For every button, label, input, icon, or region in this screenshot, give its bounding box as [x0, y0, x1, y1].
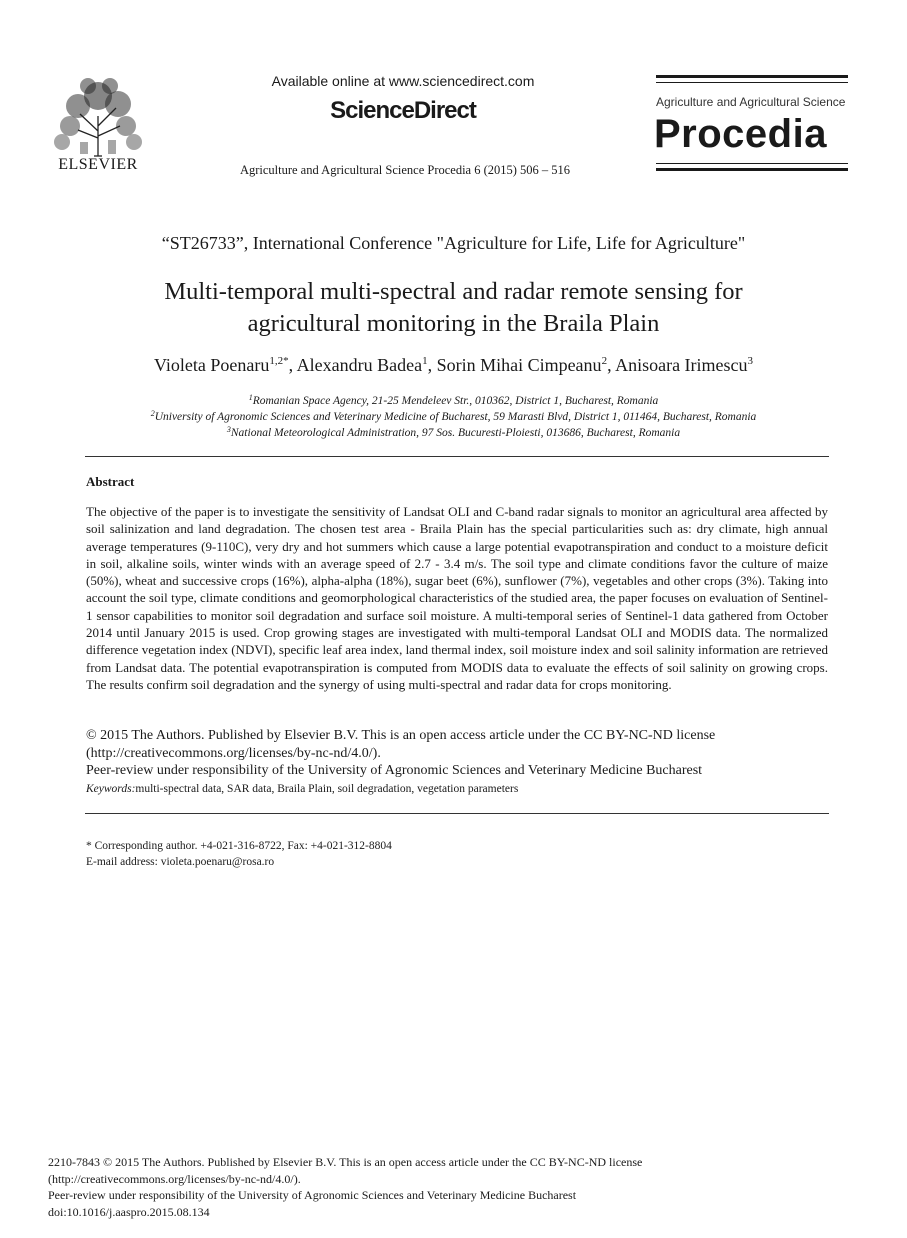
- footer-line: 2210-7843 © 2015 The Authors. Published by Elsevier B.V. This is an open access article under the CC BY-NC-ND license: [48, 1155, 643, 1169]
- author-affil-mark: 3: [747, 355, 754, 367]
- author-sep: ,: [607, 355, 616, 375]
- author-affil-mark: 2: [601, 355, 608, 367]
- abstract-heading: Abstract: [86, 474, 135, 489]
- author-sep: ,: [288, 355, 297, 375]
- footer-line: Peer-review under responsibility of the University of Agronomic Sciences and Veterinary Medicine Bucharest: [48, 1188, 577, 1202]
- section-divider: [85, 456, 829, 457]
- affiliation-mark: 1: [248, 393, 253, 402]
- author-name: Anisoara Irimescu: [615, 355, 748, 375]
- section-divider: [85, 813, 829, 814]
- author-name: Alexandru Badea: [296, 355, 423, 375]
- license-statement: [86, 727, 828, 780]
- footer-doi[interactable]: doi:10.1016/j.aaspro.2015.08.134: [48, 1204, 210, 1219]
- conference-name: “ST26733”, International Conference "Agriculture for Life, Life for Agriculture": [161, 233, 746, 253]
- affiliation-text: University of Agronomic Sciences and Veterinary Medicine of Bucharest, 59 Marasti Blvd, District 1, 011464, Bucharest, Romania: [154, 411, 757, 423]
- affiliation-text: National Meteorological Administration, 97 Sos. Bucuresti-Ploiesti, 013686, Bucharest, Romania: [230, 427, 681, 439]
- keywords-label: Keywords:: [86, 783, 136, 795]
- available-online-link[interactable]: Available online at www.sciencedirect.com: [271, 73, 535, 89]
- corresponding-author: [86, 838, 828, 870]
- title-line: Multi-temporal multi-spectral and radar remote sensing for: [164, 278, 743, 305]
- author-name: Violeta Poenaru: [153, 355, 270, 375]
- keywords-text: multi-spectral data, SAR data, Braila Plain, soil degradation, vegetation parameters: [135, 783, 519, 795]
- author-affil-mark: 1: [422, 355, 428, 367]
- journal-citation: Agriculture and Agricultural Science Procedia 6 (2015) 506 – 516: [239, 163, 571, 177]
- affiliation-mark: 3: [226, 425, 231, 434]
- procedia-top-rule: [656, 75, 848, 78]
- sciencedirect-logo: ScienceDirect: [330, 97, 476, 124]
- affiliation-text: Romanian Space Agency, 21-25 Mendeleev Str., 010362, District 1, Bucharest, Romania: [252, 395, 659, 407]
- procedia-bottom-rule: [656, 168, 848, 171]
- keywords: [86, 783, 828, 795]
- abstract-body: The objective of the paper is to investigate the sensitivity of Landsat OLI and C-band radar signals to monitor an agricultural area affected by soil salinization and land degradation. The chosen test area - Braila Plain has the special particularities such as: dry climate, high annual average temperatures (9-110C), very dry and hot summers which cause a large potential evapotranspiration and conduct to a moisture deficit in soil, alkaline soils, winter winds with an average speed of 2.7 - 3.4 m/s. The soil type and climate conditions favor the culture of maize (50%), wheat and successive crops (16%), alpha-alpha (18%), sugar beet (6%), sunflower (7%), vegetables and other crops (3%). Taking into account the soil type, climate conditions and geomorphological characteristics of the studied area, the paper focuses on evaluation of Sentinel-1 sensor capabilities to monitor soil degradation and surface soil moisture. A multi-temporal series of Sentinel-1 data gathered from October 2014 until January 2015 is used. Crop growing stages are investigated with multi-temporal Landsat OLI and MODIS data. The normalized difference vegetation index (NDVI), specific leaf area index, land thermal index, soil moisture index and soil salinity information are retrieved from Landsat data. The potential evapotranspiration is computed from MODIS data to evaluate the effects of soil salinity on growing crops. The results confirm soil degradation and the synergy of using multi-spectral and radar data for crops monitoring.: [86, 504, 828, 692]
- license-line: © 2015 The Authors. Published by Elsevier B.V. This is an open access article under the CC BY-NC-ND license: [86, 728, 716, 743]
- author-name: Sorin Mihai Cimpeanu: [436, 355, 602, 375]
- title-line: agricultural monitoring in the Braila Plain: [247, 310, 660, 337]
- procedia-subtitle: Agriculture and Agricultural Science: [656, 95, 846, 109]
- paper-title: [80, 276, 827, 340]
- affiliation: [60, 425, 847, 439]
- corresponding-email[interactable]: E-mail address: violeta.poenaru@rosa.ro: [86, 856, 275, 868]
- author-list: [60, 355, 847, 376]
- procedia-top-thin-rule: [656, 82, 848, 83]
- procedia-logo: Procedia: [654, 112, 827, 156]
- peer-review-line: Peer-review under responsibility of the University of Agronomic Sciences and Veterinary Medicine Bucharest: [86, 763, 703, 778]
- affiliation: [60, 393, 847, 407]
- corresponding-contact: * Corresponding author. +4-021-316-8722, Fax: +4-021-312-8804: [86, 840, 392, 852]
- license-link[interactable]: (http://creativecommons.org/licenses/by-nc-nd/4.0/).: [86, 745, 381, 761]
- procedia-bottom-thin-rule: [656, 163, 848, 164]
- affiliation-mark: 2: [150, 409, 155, 418]
- affiliation: [60, 409, 847, 423]
- author-affil-mark: 1,2*: [269, 355, 289, 367]
- footer-license-link[interactable]: (http://creativecommons.org/licenses/by-nc-nd/4.0/).: [48, 1171, 301, 1186]
- elsevier-wordmark: ELSEVIER: [58, 156, 138, 173]
- elsevier-tree-logo: [50, 76, 146, 158]
- author-sep: ,: [427, 355, 437, 375]
- page-footer: [48, 1154, 858, 1220]
